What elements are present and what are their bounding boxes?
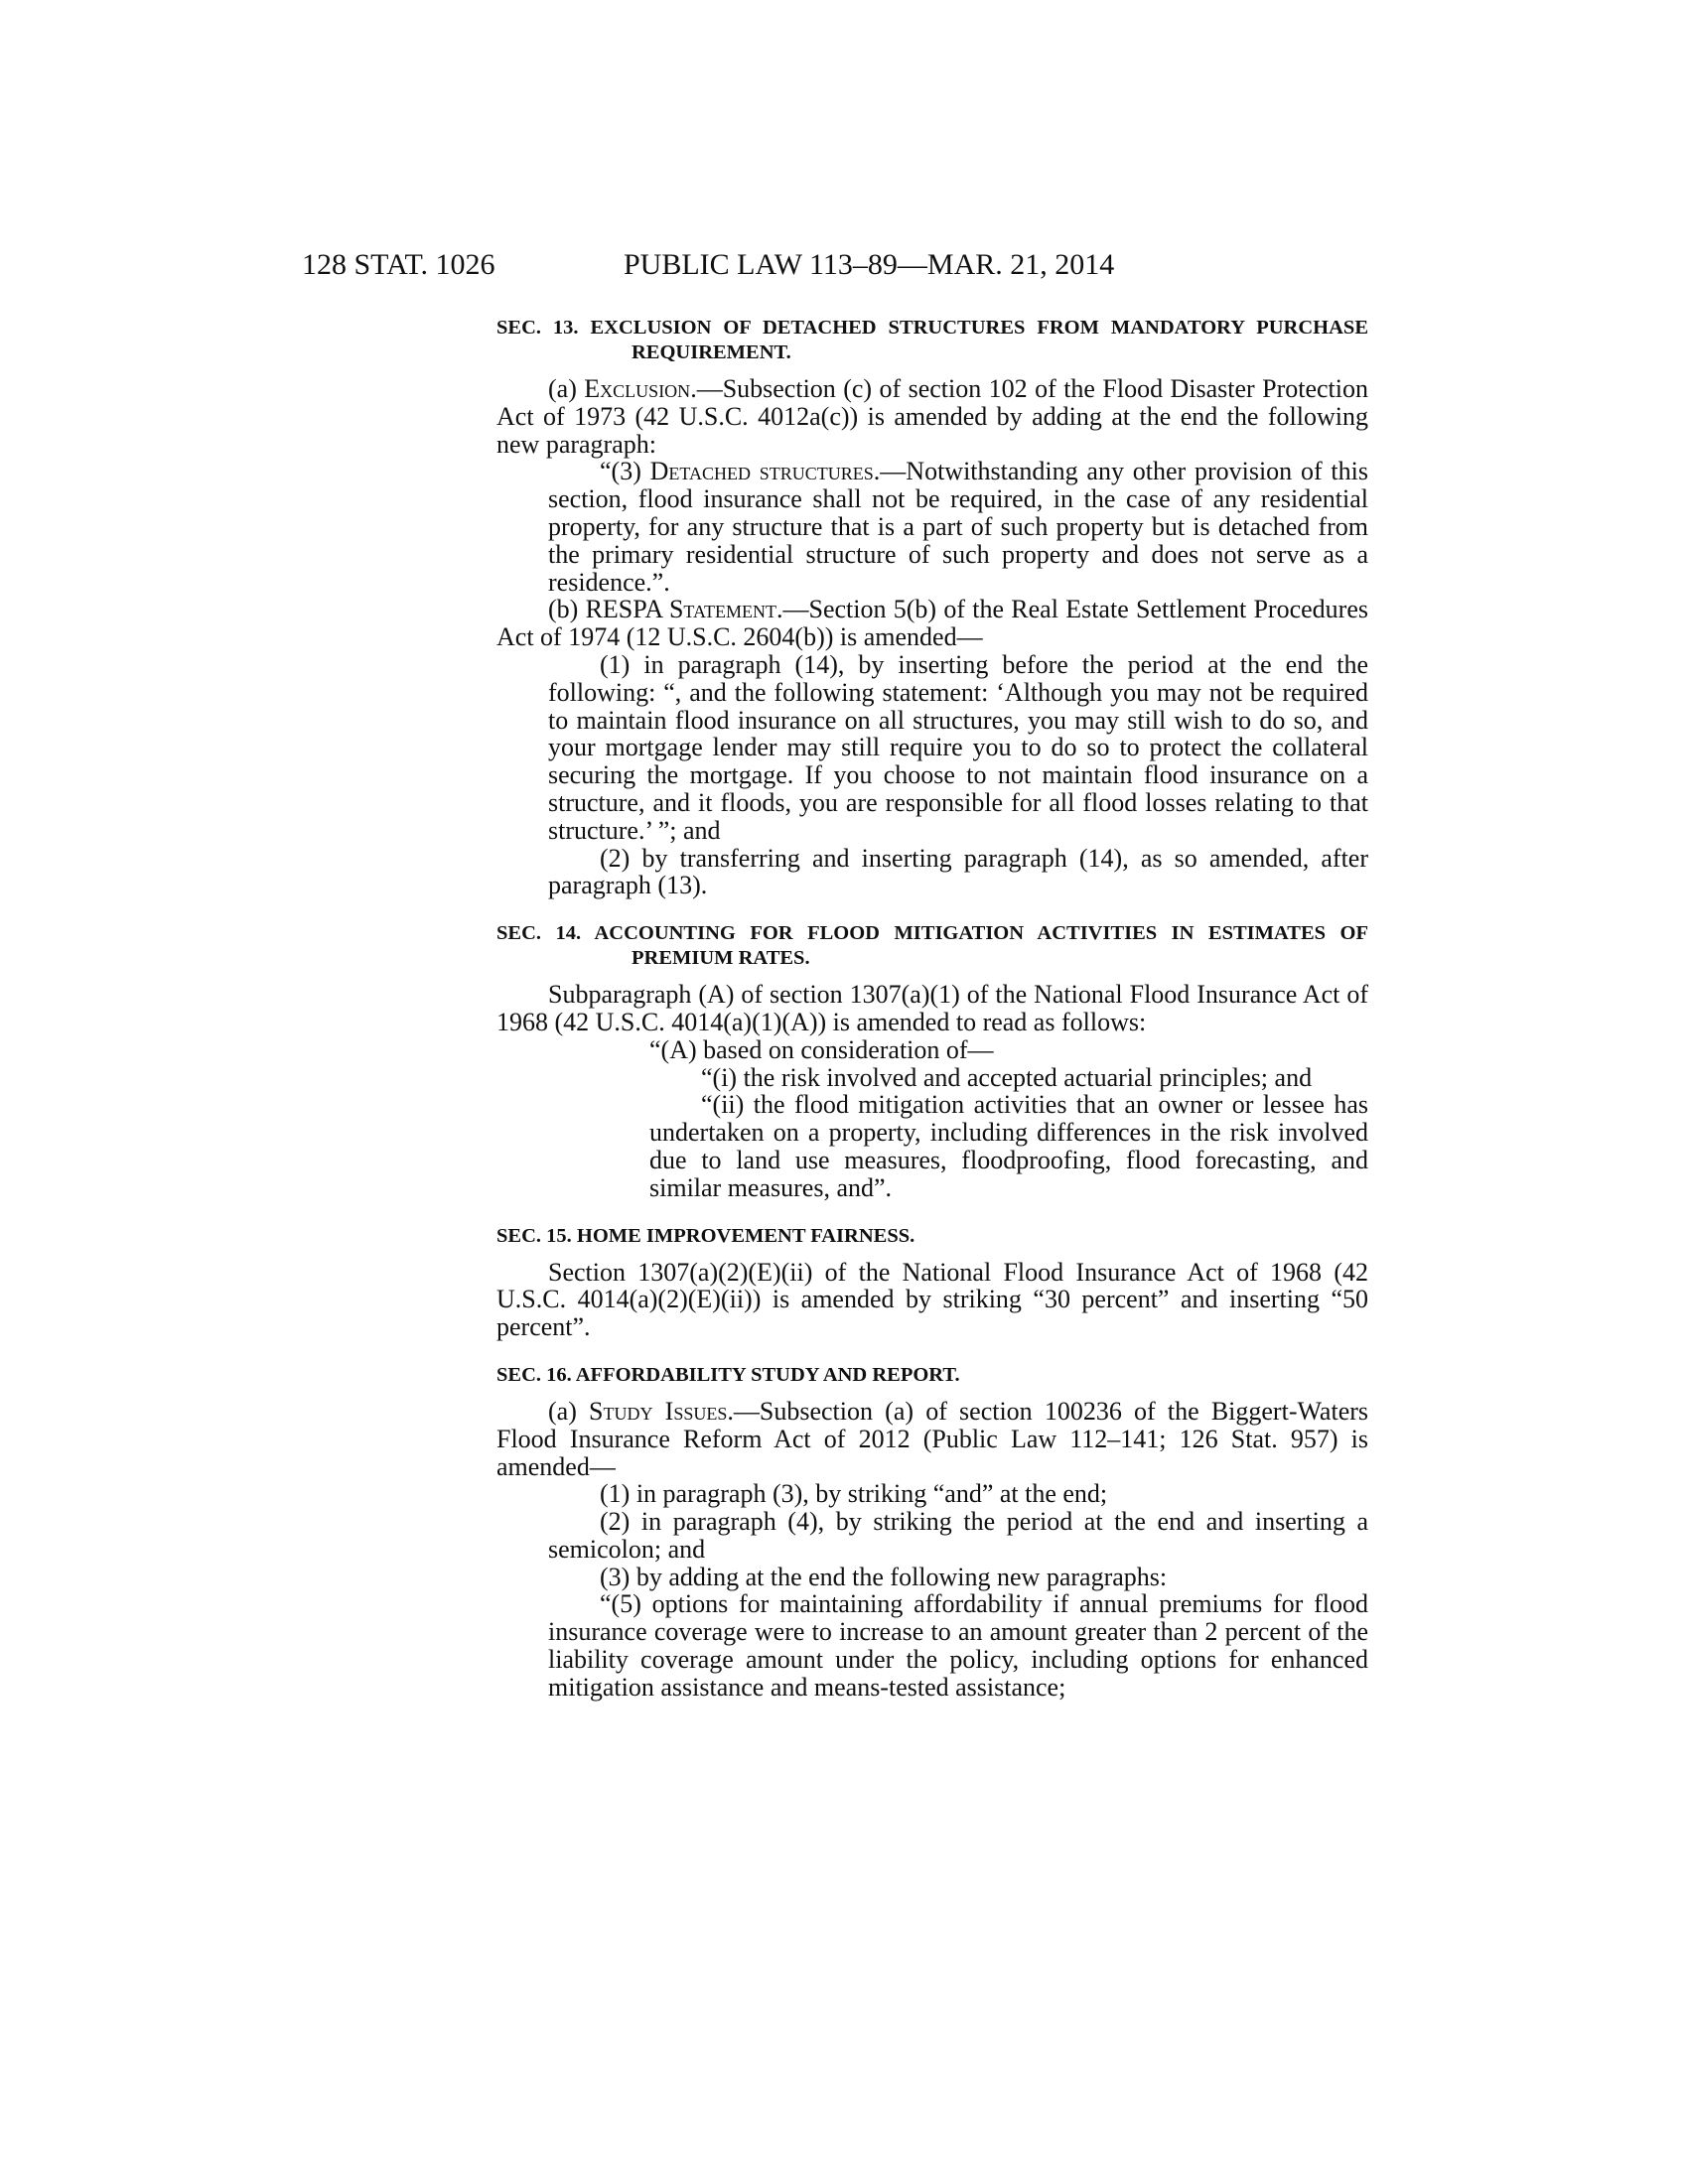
page-header xyxy=(302,245,1374,285)
section-16-a-caption: Study Issues xyxy=(589,1396,728,1426)
paragraph-3-text: .—Notwithstanding any other provision of this section, flood insurance shall not be required, in the case of any residential property, for any structure that is a part of such property but is detached from the primary residential structure of such property and does not serve as a residence.”. xyxy=(548,457,1368,597)
section-16-item-3: (3) by adding at the end the following new paragraphs: xyxy=(600,1562,1168,1591)
section-16-item-2: (2) in paragraph (4), by striking the period at the end and inserting a semicolon; and xyxy=(548,1507,1368,1564)
section-13-subsection-b xyxy=(496,596,1368,651)
section-14-intro: Subparagraph (A) of section 1307(a)(1) of the National Flood Insurance Act of 1968 (42 U.S.C. 4014(a)(1)(A)) is amended to read as follows: xyxy=(496,980,1368,1036)
section-15-heading: SEC. 15. HOME IMPROVEMENT FAIRNESS. xyxy=(496,1224,915,1247)
section-13-heading: SEC. 13. EXCLUSION OF DETACHED STRUCTURES FROM MANDATORY PURCHASE REQUIREMENT. xyxy=(496,317,1368,363)
public-law-reference: PUBLIC LAW 113–89—MAR. 21, 2014 xyxy=(624,248,1115,281)
section-13-subsection-a xyxy=(496,375,1368,458)
statute-page-reference: 128 STAT. 1026 xyxy=(302,248,495,281)
section-14-clause-i: “(i) the risk involved and accepted actuarial principles; and xyxy=(701,1062,1313,1092)
section-16-a-label: (a) xyxy=(548,1396,590,1426)
section-15-text: Section 1307(a)(2)(E)(ii) of the National Flood Insurance Act of 1968 (42 U.S.C. 4014(a)(2)(E)(ii)) is amended by striking “30 percent” and inserting “50 percent”. xyxy=(496,1257,1368,1342)
section-14-clause-ii: “(ii) the flood mitigation activities that an owner or lessee has undertaken on a property, including differences in the risk involved due to land use measures, floodproofing, flood forecasting, and similar measures, and”. xyxy=(649,1090,1368,1202)
section-16-a-text: .—Subsection (a) of section 100236 of the Biggert-Waters Flood Insurance Reform Act of 2012 (Public Law 112–141; 126 Stat. 957) is amended— xyxy=(496,1396,1369,1481)
section-16-item-1: (1) in paragraph (3), by striking “and” at the end; xyxy=(600,1479,1108,1509)
section-16-subsection-a xyxy=(496,1398,1368,1480)
paragraph-3-caption: Detached structures xyxy=(649,457,874,486)
subsection-a-caption: Exclusion xyxy=(584,374,691,403)
section-14-heading: SEC. 14. ACCOUNTING FOR FLOOD MITIGATION ACTIVITIES IN ESTIMATES OF PREMIUM RATES. xyxy=(496,922,1368,970)
document-body xyxy=(496,316,1368,1702)
section-16-heading: SEC. 16. AFFORDABILITY STUDY AND REPORT. xyxy=(496,1363,960,1386)
subsection-b-text: .—Section 5(b) of the Real Estate Settlement Procedures Act of 1974 (12 U.S.C. 2604(b)) is amended— xyxy=(496,595,1368,652)
section-14-subparagraph-a: “(A) based on consideration of— xyxy=(649,1034,994,1064)
paragraph-3-label: “(3) xyxy=(600,457,650,486)
subsection-b-label: (b) RESPA xyxy=(548,595,669,624)
subsection-b-caption: Statement xyxy=(668,595,776,624)
section-16-item-5: “(5) options for maintaining affordability if annual premiums for flood insurance coverage were to increase to an amount greater than 2 percent of the liability coverage amount under the policy, including options for enhanced mitigation assistance and means-tested assistance; xyxy=(548,1589,1368,1702)
subsection-a-label: (a) xyxy=(548,374,585,403)
section-13-b-item-1: (1) in paragraph (14), by inserting before the period at the end the following: “, and the following statement: ‘Although you may not be required to maintain flood insurance on all structures, you may still wish to do so, and your mortgage lender may still require you to do so to protect the collateral securing the mortgage. If you choose to not maintain flood insurance on a structure, and it floods, you are responsible for all flood losses relating to that structure.’ ”; and xyxy=(548,649,1368,845)
subsection-a-text: .—Subsection (c) of section 102 of the Flood Disaster Protection Act of 1973 (42 U.S.C. 4012a(c)) is amended by adding at the end the following new paragraph: xyxy=(496,374,1368,459)
section-13-b-item-2: (2) by transferring and inserting paragraph (14), as so amended, after paragraph (13). xyxy=(548,843,1368,900)
section-13-paragraph-3 xyxy=(548,458,1368,596)
